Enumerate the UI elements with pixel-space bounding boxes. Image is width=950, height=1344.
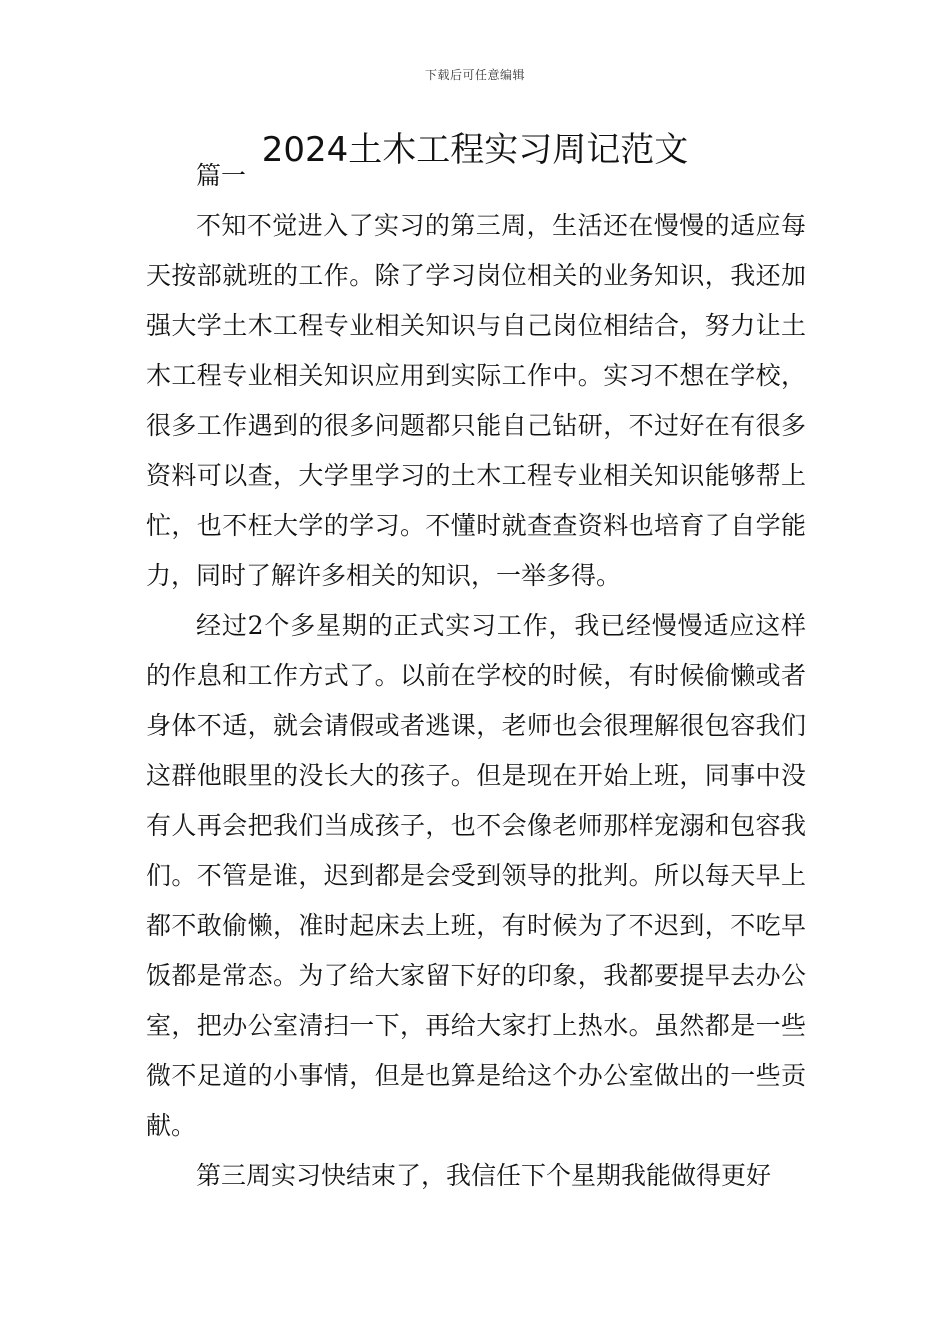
document-body: [146, 151, 806, 1201]
paragraph-2: 经过2个多星期的正式实习工作，我已经慢慢适应这样的作息和工作方式了。以前在学校的时候，有时候偷懒或者身体不适，就会请假或者逃课，老师也会很理解很包容我们这群他眼里的没长大的孩子。但是现在开始上班，同事中没有人再会把我们当成孩子，也不会像老师那样宠溺和包容我们。不管是谁，迟到都是会受到领导的批判。所以每天早上都不敢偷懒，准时起床去上班，有时候为了不迟到，不吃早饭都是常态。为了给大家留下好的印象，我都要提早去办公室，把办公室清扫一下，再给大家打上热水。虽然都是一些微不足道的小事情，但是也算是给这个办公室做出的一些贡献。: [146, 611, 806, 1140]
header-note: 下载后可任意编辑: [424, 68, 525, 82]
paragraph-1: 不知不觉进入了实习的第三周，生活还在慢慢的适应每天按部就班的工作。除了学习岗位相关的业务知识，我还加强大学土木工程专业相关知识与自己岗位相结合，努力让土木工程专业相关知识应用到实际工作中。实习不想在学校，很多工作遇到的很多问题都只能自己钻研，不过好在有很多资料可以查，大学里学习的土木工程专业相关知识能够帮上忙，也不枉大学的学习。不懂时就查查资料也培育了自学能力，同时了解许多相关的知识，一举多得。: [146, 211, 806, 590]
document-title: 2024土木工程实习周记范文: [261, 130, 689, 170]
paragraph-3: 第三周实习快结束了，我信任下个星期我能做得更好: [196, 1161, 772, 1190]
section-label: 篇一: [196, 161, 247, 190]
